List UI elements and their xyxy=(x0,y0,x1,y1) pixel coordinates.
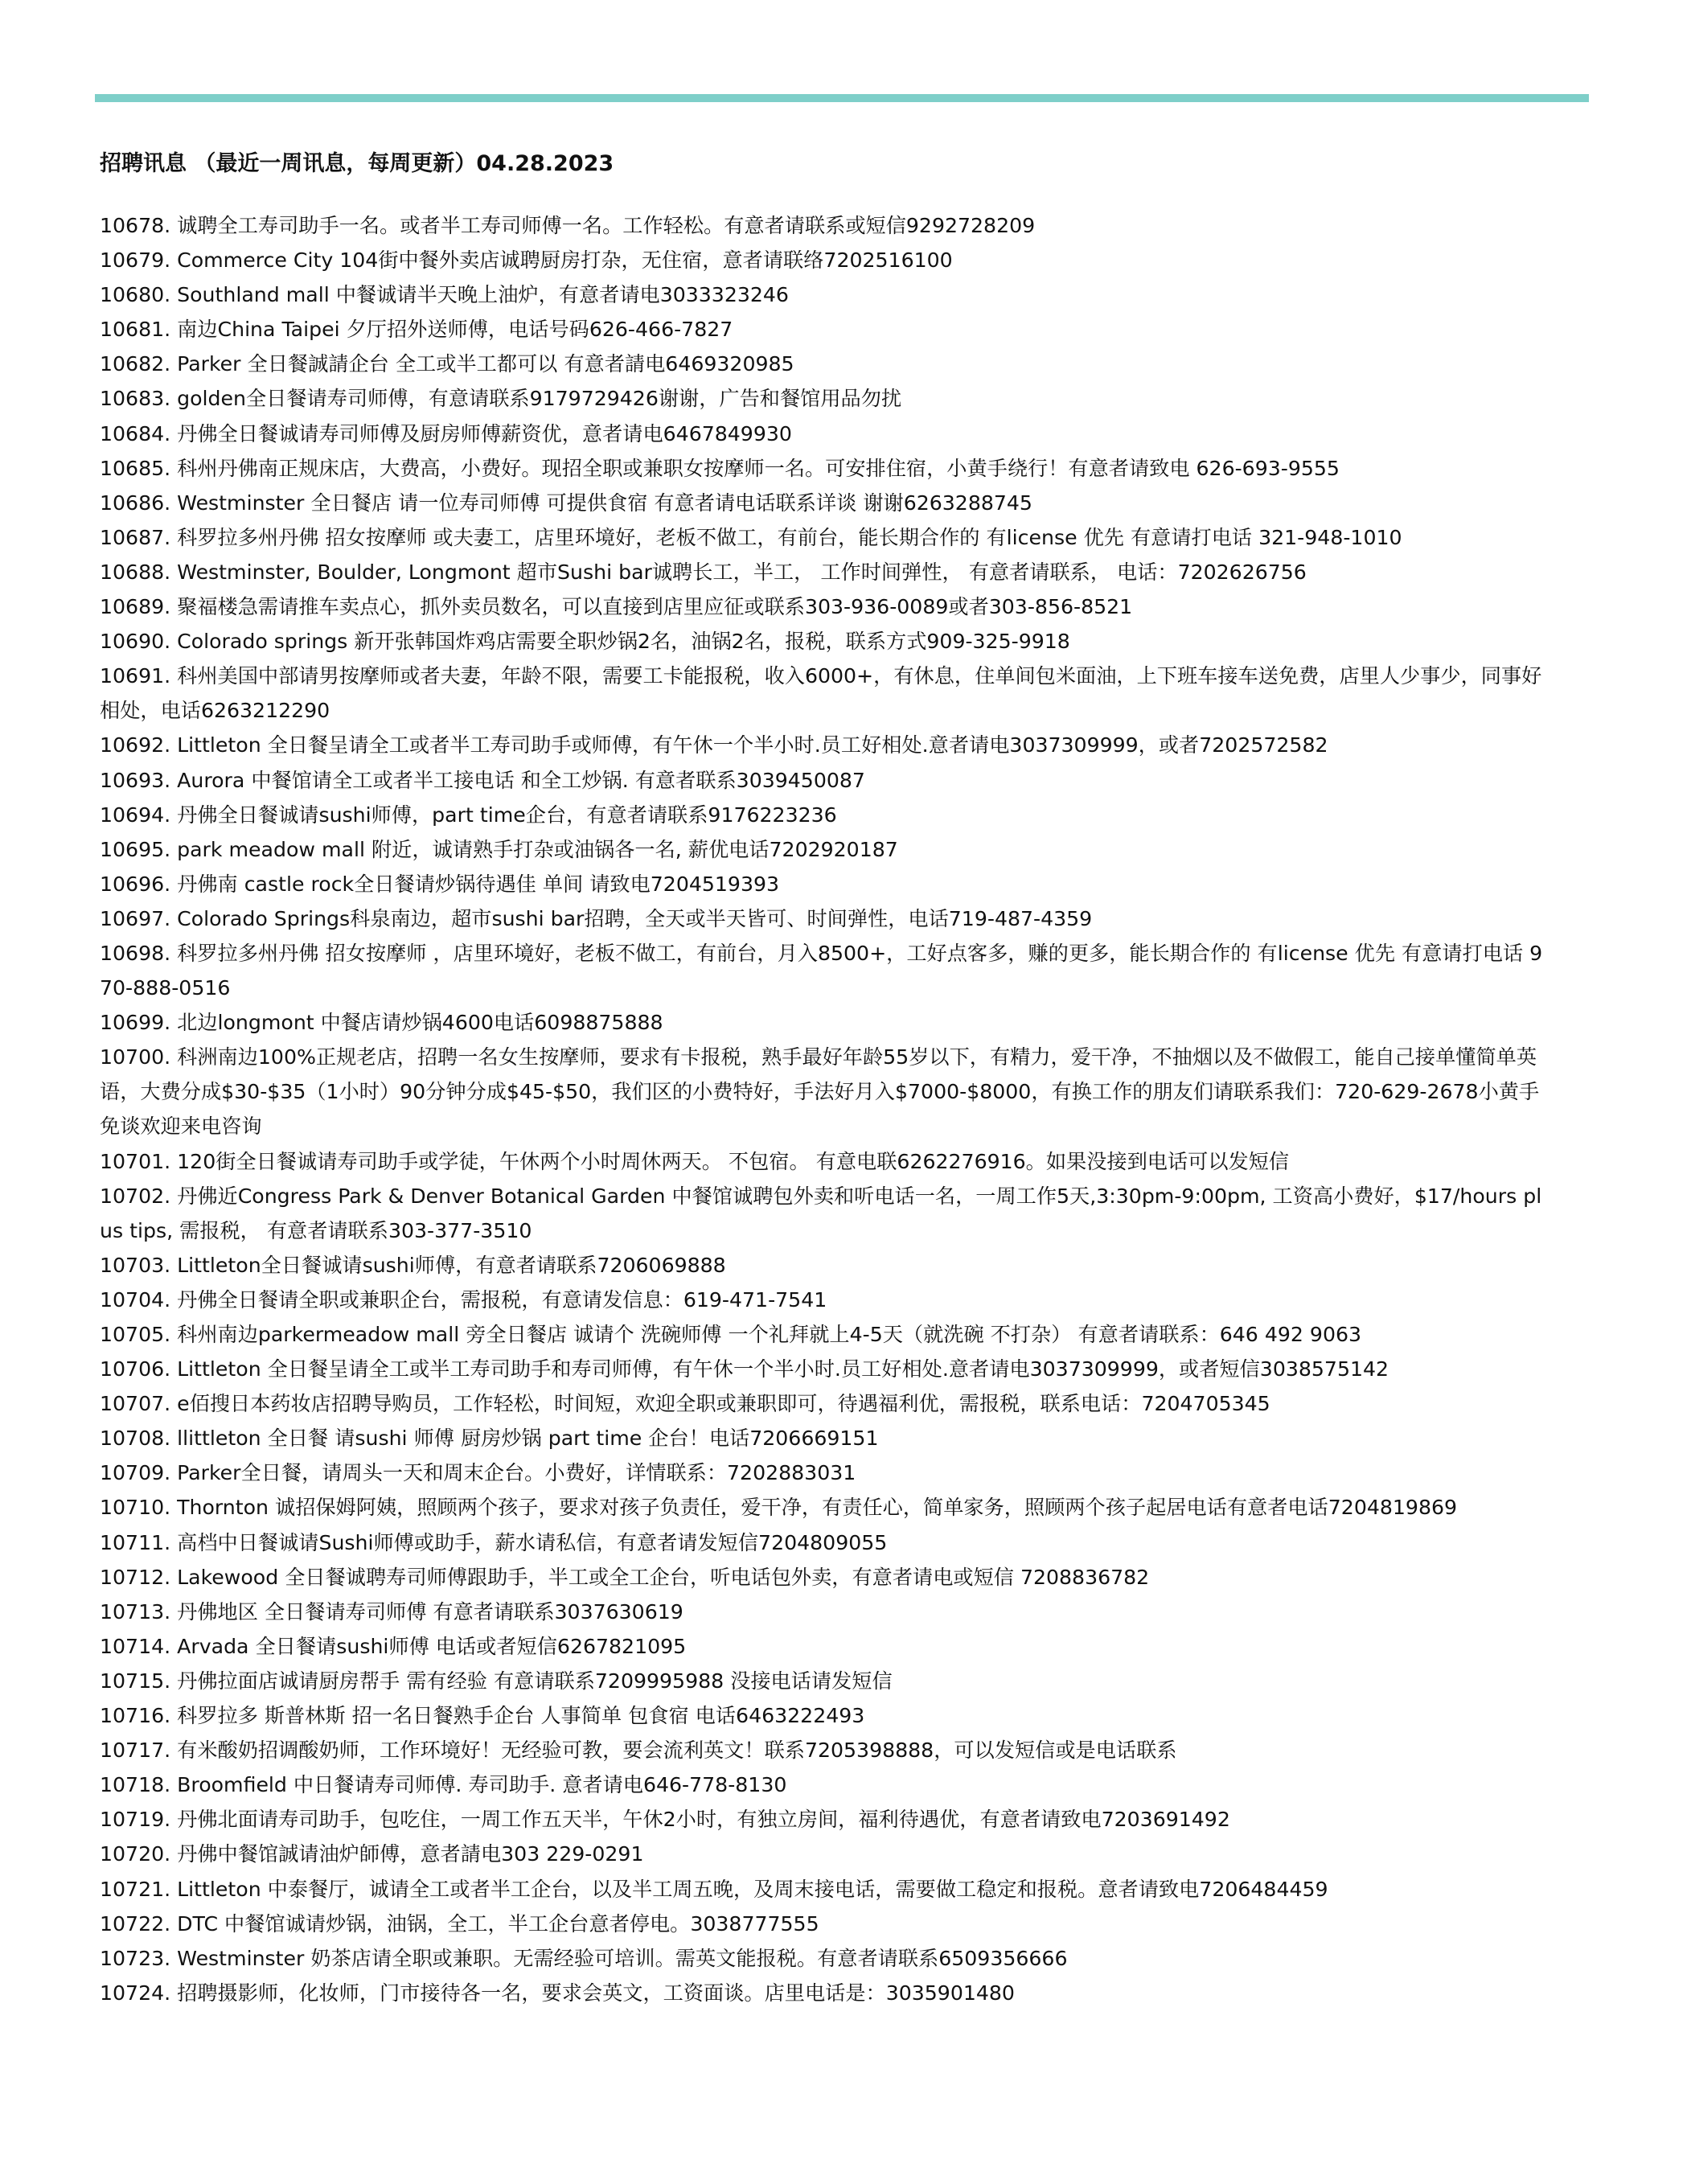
job-listing-item: 10684. 丹佛全日餐诚请寿司师傅及厨房师傅薪资优，意者请电6467849930 xyxy=(100,421,792,445)
job-listing-item: 10720. 丹佛中餐馆誠请油炉師傅，意者請电303 229-0291 xyxy=(100,1842,644,1866)
job-listing-item: 10687. 科罗拉多州丹佛 招女按摩师 或夫妻工，店里环境好，老板不做工，有前台，能长期合作的 有license 优先 有意请打电话 321-948-1010 xyxy=(100,525,1402,549)
job-listing-item: 10704. 丹佛全日餐请全职或兼职企台，需报税，有意请发信息：619-471-7541 xyxy=(100,1287,827,1312)
job-listing-item: 10718. Broomfield 中日餐请寿司师傅. 寿司助手. 意者请电646-778-8130 xyxy=(100,1773,787,1797)
top-divider xyxy=(95,94,1589,102)
job-listing-item: 10713. 丹佛地区 全日餐请寿司师傅 有意者请联系3037630619 xyxy=(100,1599,683,1624)
job-listing-item: 10707. e佰搜日本药妆店招聘导购员，工作轻松，时间短，欢迎全职或兼职即可，待遇福利优，需报税，联系电话：7204705345 xyxy=(100,1392,1270,1416)
job-listing-item: 10719. 丹佛北面请寿司助手，包吃住，一周工作五天半，午休2小时，有独立房间，福利待遇优，有意者请致电7203691492 xyxy=(100,1808,1230,1832)
job-listing-item: 10683. golden全日餐请寿司师傅，有意请联系9179729426谢谢，广告和餐馆用品勿扰 xyxy=(100,387,902,411)
job-listing-item: 10689. 聚福楼急需请推车卖点心，抓外卖员数名，可以直接到店里应征或联系303-936-0089或者303-856-8521 xyxy=(100,595,1133,619)
job-listing-item: 10715. 丹佛拉面店诚请厨房帮手 需有经验 有意请联系7209995988 没接电话请发短信 xyxy=(100,1669,893,1693)
job-listing-item: 10688. Westminster, Boulder, Longmont 超市Sushi bar诚聘长工，半工， 工作时间弹性， 有意者请联系， 电话：7202626756 xyxy=(100,560,1307,584)
job-listing-item: 10706. Littleton 全日餐呈请全工或半工寿司助手和寿司师傅，有午休一个半小时.员工好相处.意者请电3037309999，或者短信3038575142 xyxy=(100,1357,1389,1381)
job-listing-item: 10710. Thornton 诚招保姆阿姨，照顾两个孩子，要求对孩子负责任，爱干净，有责任心，简单家务，照顾两个孩子起居电话有意者电话7204819869 xyxy=(100,1496,1458,1520)
job-listing-item: 10721. Littleton 中泰餐厅，诚请全工或者半工企台，以及半工周五晚，及周末接电话，需要做工稳定和报税。意者请致电7206484459 xyxy=(100,1877,1328,1901)
job-listing-item: 10696. 丹佛南 castle rock全日餐请炒锅待遇佳 单间 请致电7204519393 xyxy=(100,872,780,896)
job-listing-item: 10709. Parker全日餐，请周头一天和周末企台。小费好，详情联系：7202883031 xyxy=(100,1461,856,1485)
job-listing-item: 10723. Westminster 奶茶店请全职或兼职。无需经验可培训。需英文能报税。有意者请联系6509356666 xyxy=(100,1946,1068,1970)
job-listing-item: 10692. Littleton 全日餐呈请全工或者半工寿司助手或师傅，有午休一个半小时.员工好相处.意者请电3037309999，或者7202572582 xyxy=(100,733,1328,757)
job-listing-item: 10682. Parker 全日餐誠請企台 全工或半工都可以 有意者請电6469320985 xyxy=(100,352,794,376)
job-listing-item: 10690. Colorado springs 新开张韩国炸鸡店需要全职炒锅2名，油锅2名，报税，联系方式909-325-9918 xyxy=(100,630,1070,654)
job-listing-item: 10699. 北边longmont 中餐店请炒锅4600电话6098875888 xyxy=(100,1011,663,1035)
job-listing-item: 10678. 诚聘全工寿司助手一名。或者半工寿司师傅一名。工作轻松。有意者请联系或短信9292728209 xyxy=(100,214,1036,237)
job-listing-item: 10705. 科州南边parkermeadow mall 旁全日餐店 诚请个 洗碗师傅 一个礼拜就上4-5天（就洗碗 不打杂） 有意者请联系：646 492 9063 xyxy=(100,1323,1362,1346)
job-listing-item: 10695. park meadow mall 附近，诚请熟手打杂或油锅各一名, 薪优电话7202920187 xyxy=(100,837,898,861)
job-listing-item: 10717. 有米酸奶招调酸奶师，工作环境好！无经验可教，要会流利英文！联系7205398888，可以发短信或是电话联系 xyxy=(100,1739,1177,1763)
job-listing-item: 10700. 科洲南边100%正规老店，招聘一名女生按摩师，要求有卡报税，熟手最好年龄55岁以下，有精力，爱干净，不抽烟以及不做假工，能自己接单懂简单英语，大费分成$30-$35（1小时）90分钟分成$45-$50，我们区的小费特好，手法好月入$7000-$8000，有换工作的朋友们请联系我们：720-629-2678小黄手免谈欢迎来电咨询 xyxy=(100,1045,1540,1139)
job-listing-list xyxy=(100,208,1547,2010)
job-listing-item: 10685. 科州丹佛南正规床店，大费高，小费好。现招全职或兼职女按摩师一名。可安排住宿，小黄手绕行！有意者请致电 626-693-9555 xyxy=(100,456,1340,480)
job-listing-item: 10724. 招聘摄影师，化妆师，门市接待各一名，要求会英文，工资面谈。店里电话是：3035901480 xyxy=(100,1981,1015,2005)
job-listing-item: 10716. 科罗拉多 斯普林斯 招一名日餐熟手企台 人事简单 包食宿 电话6463222493 xyxy=(100,1704,865,1728)
job-listing-item: 10693. Aurora 中餐馆请全工或者半工接电话 和全工炒锅. 有意者联系3039450087 xyxy=(100,768,865,792)
job-listing-item: 10711. 高档中日餐诚请Sushi师傅或助手，薪水请私信，有意者请发短信7204809055 xyxy=(100,1530,888,1554)
job-listing-item: 10722. DTC 中餐馆诚请炒锅，油锅，全工，半工企台意者停电。3038777555 xyxy=(100,1911,819,1936)
job-listing-item: 10701. 120街全日餐诚请寿司助手或学徒，午休两个小时周休两天。 不包宿。 有意电联6262276916。如果没接到电话可以发短信 xyxy=(100,1149,1290,1173)
job-listing-item: 10697. Colorado Springs科泉南边，超市sushi bar招聘，全天或半天皆可、时间弹性，电话719-487-4359 xyxy=(100,906,1093,930)
job-listing-item: 10680. Southland mall 中餐诚请半天晚上油炉，有意者请电3033323246 xyxy=(100,283,789,307)
job-listing-item: 10691. 科州美国中部请男按摩师或者夫妻，年龄不限，需要工卡能报税，收入6000+，有休息，住单间包米面油，上下班车接车送免费，店里人少事少，同事好相处，电话6263212290 xyxy=(100,664,1542,723)
job-listing-item: 10681. 南边China Taipei 夕厅招外送师傅，电话号码626-466-7827 xyxy=(100,318,733,342)
job-listing-item: 10708. llittleton 全日餐 请sushi 师傅 厨房炒锅 part time 企台！电话7206669151 xyxy=(100,1427,879,1451)
job-listing-item: 10714. Arvada 全日餐请sushi师傅 电话或者短信6267821095 xyxy=(100,1634,687,1658)
job-listing-item: 10679. Commerce City 104街中餐外卖店诚聘厨房打杂，无住宿，意者请联络7202516100 xyxy=(100,248,953,273)
job-listing-item: 10703. Littleton全日餐诚请sushi师傅，有意者请联系7206069888 xyxy=(100,1253,726,1277)
document-title: 招聘讯息 （最近一周讯息，每周更新）04.28.2023 xyxy=(100,151,614,176)
job-listing-item: 10712. Lakewood 全日餐诚聘寿司师傅跟助手，半工或全工企台，听电话包外卖，有意者请电或短信 7208836782 xyxy=(100,1565,1150,1589)
job-listing-item: 10702. 丹佛近Congress Park & Denver Botanical Garden 中餐馆诚聘包外卖和听电话一名，一周工作5天,3:30pm-9:00pm, 工资高小费好，$17/hours plus tips, 需报税， 有意者请联系303-377-3510 xyxy=(100,1184,1542,1242)
job-listing-item: 10694. 丹佛全日餐诚请sushi师傅，part time企台，有意者请联系9176223236 xyxy=(100,803,837,827)
job-listing-item: 10698. 科罗拉多州丹佛 招女按摩师 ，店里环境好，老板不做工，有前台，月入8500+，工好点客多，赚的更多，能长期合作的 有license 优先 有意请打电话 970-888-0516 xyxy=(100,941,1543,1000)
job-listing-item: 10686. Westminster 全日餐店 请一位寿司师傅 可提供食宿 有意者请电话联系详谈 谢谢6263288745 xyxy=(100,491,1032,515)
